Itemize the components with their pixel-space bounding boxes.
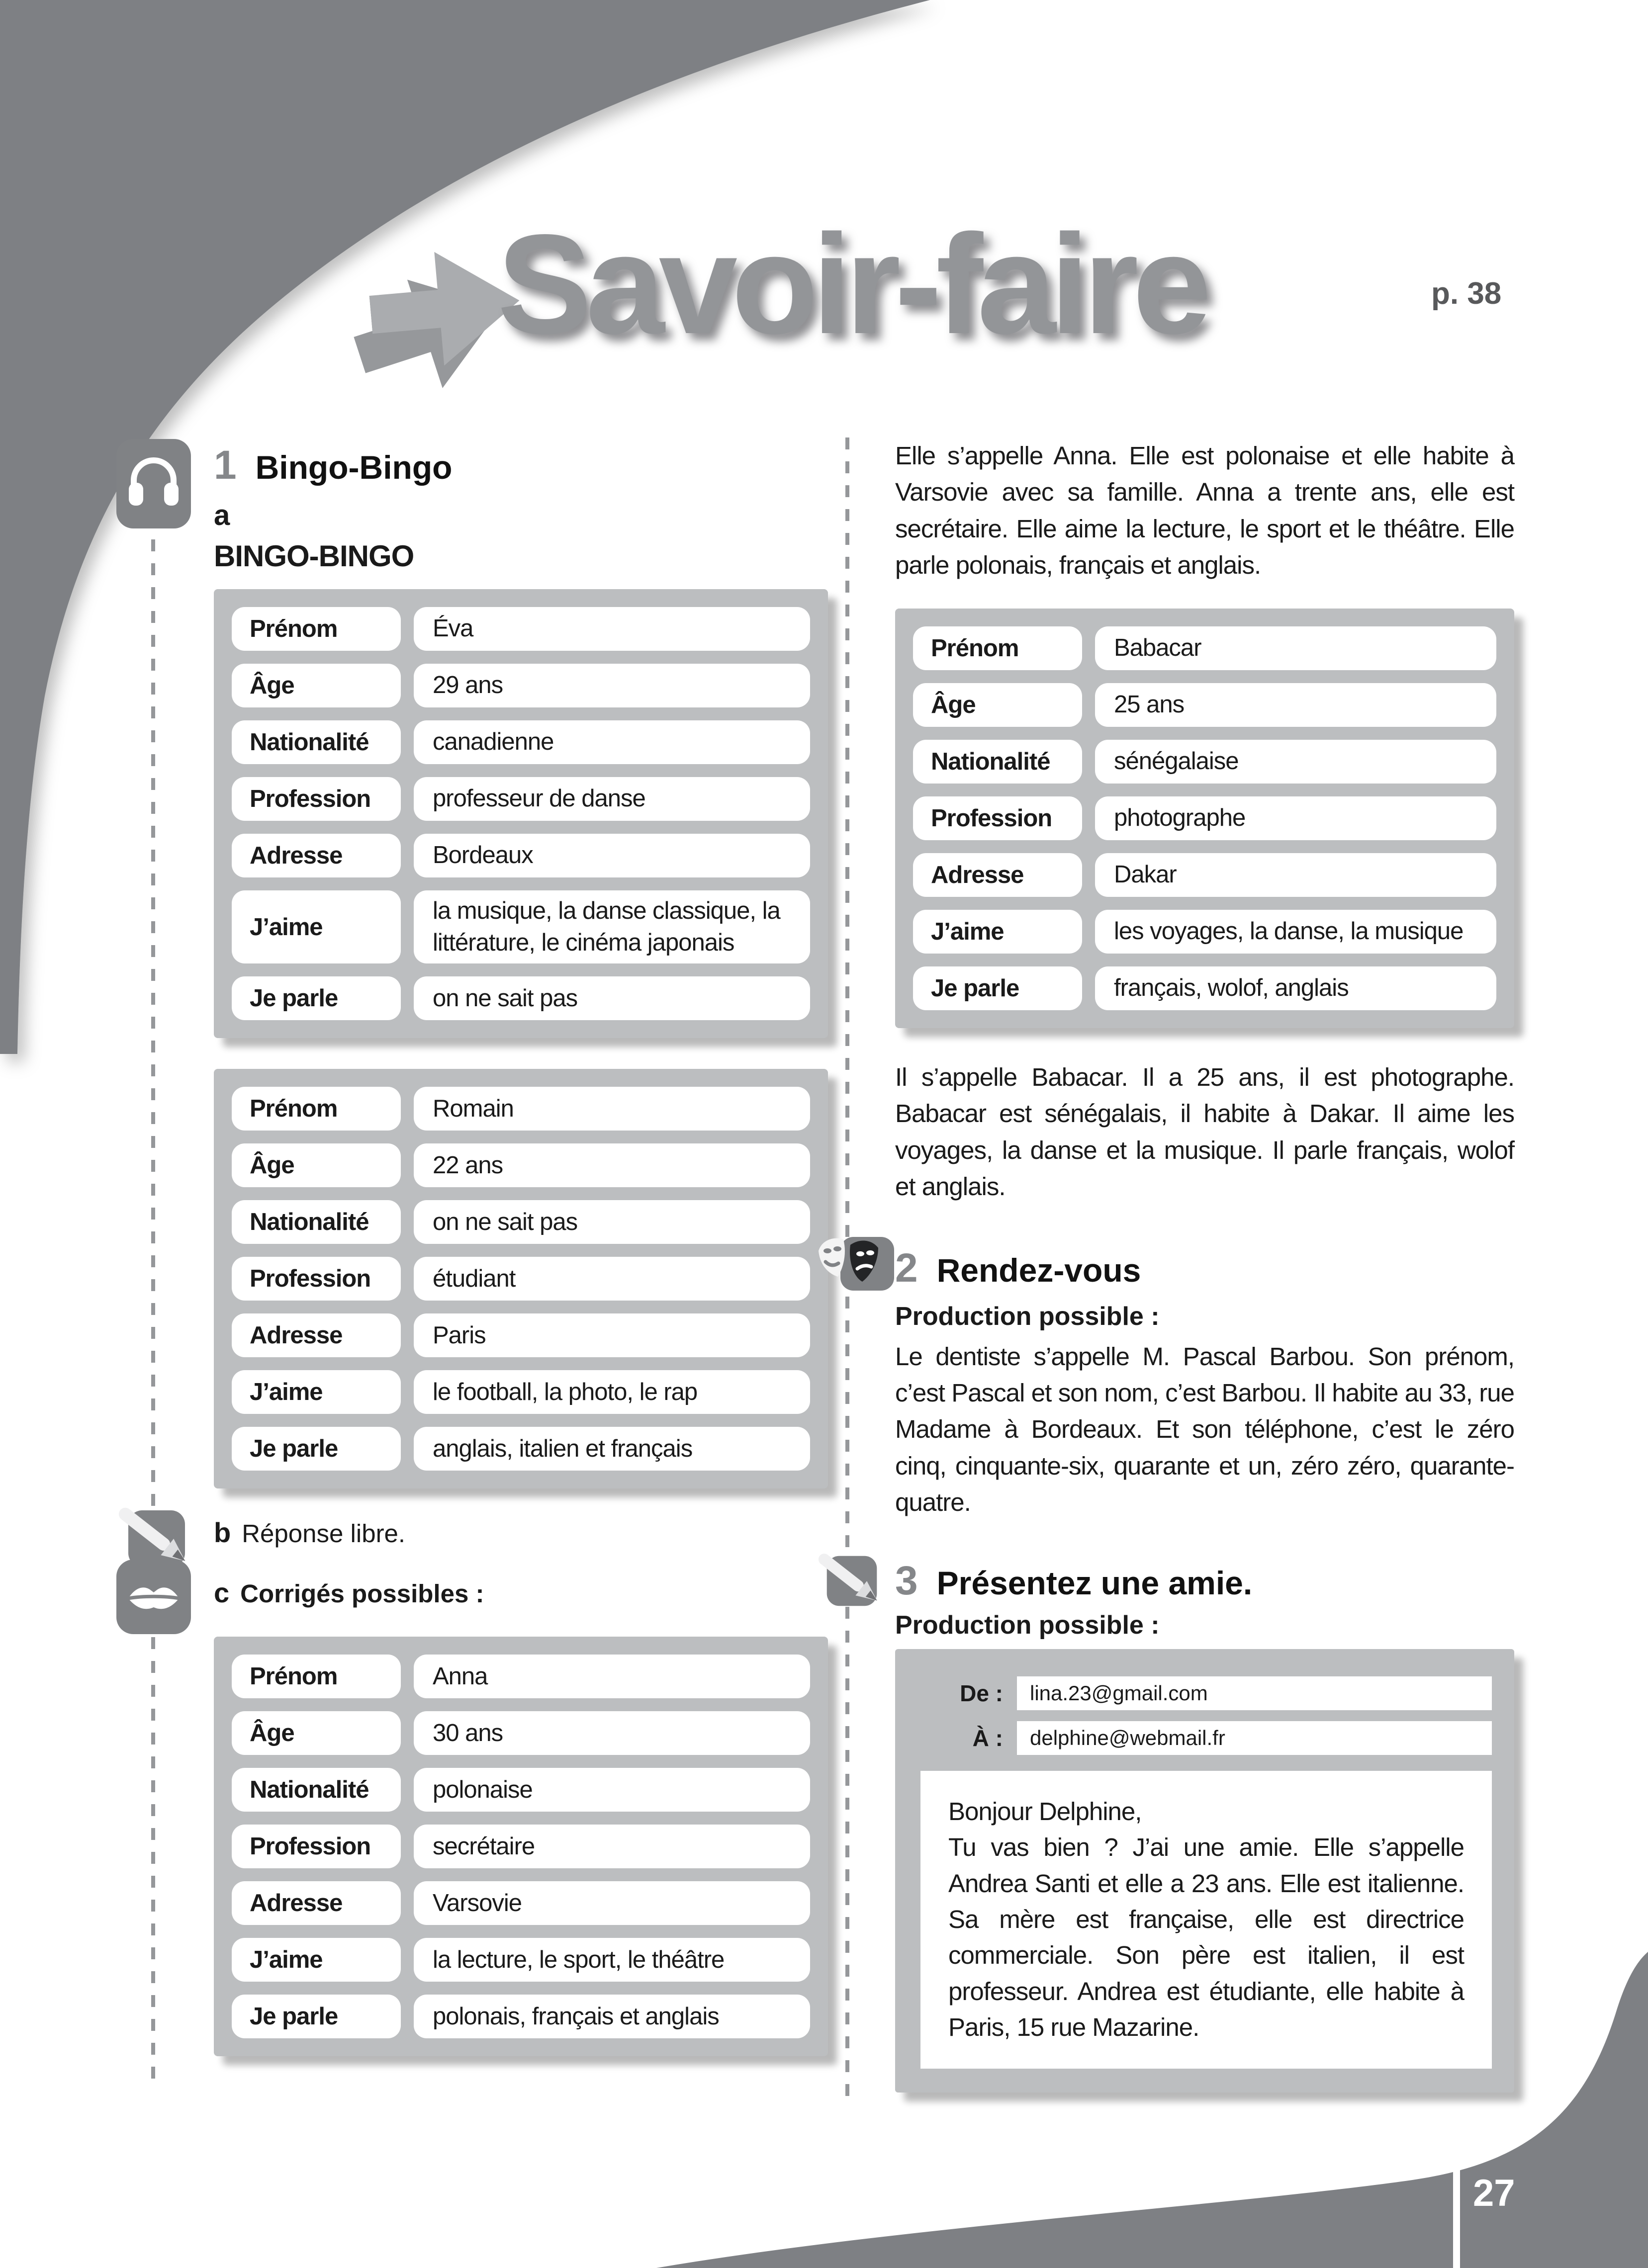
left-column	[214, 442, 828, 2087]
field-label: J’aime	[913, 910, 1082, 954]
table-row	[232, 1427, 810, 1471]
field-label: Nationalité	[913, 740, 1082, 784]
table-row	[913, 626, 1496, 670]
field-value: Anna	[414, 1655, 810, 1698]
field-label: Âge	[232, 664, 401, 707]
table-row	[232, 607, 810, 651]
answer-c-text: Corrigés possibles :	[240, 1579, 484, 1608]
email-message-box	[920, 1771, 1492, 2069]
table-row	[232, 1313, 810, 1357]
field-value: la lecture, le sport, le théâtre	[414, 1938, 810, 1982]
field-value: polonais, français et anglais	[414, 1995, 810, 2038]
field-label: Nationalité	[232, 1200, 401, 1244]
page-title: Savoir-faire	[497, 205, 1206, 363]
field-value: français, wolof, anglais	[1095, 966, 1496, 1010]
table-row	[913, 796, 1496, 840]
field-label: J’aime	[232, 1370, 401, 1414]
email-to-field: delphine@webmail.fr	[1017, 1721, 1492, 1755]
answer-c-line	[214, 1576, 828, 1609]
footer-divider-line	[1453, 2170, 1460, 2268]
table-row	[232, 1087, 810, 1131]
table-row	[232, 1995, 810, 2038]
email-from-row	[917, 1676, 1492, 1710]
field-label: Âge	[232, 1711, 401, 1755]
table-row	[913, 910, 1496, 954]
production-label: Production possible :	[895, 1302, 1160, 1331]
table-row	[232, 720, 810, 764]
field-value: la musique, la danse classique, la littérature, le cinéma japonais	[414, 890, 810, 963]
field-label: Nationalité	[232, 1768, 401, 1812]
table-row	[232, 1768, 810, 1812]
section-title: Rendez-vous	[936, 1251, 1141, 1289]
table-row	[232, 1881, 810, 1925]
arrow-shadow	[340, 248, 521, 414]
answer-b-text: Réponse libre.	[242, 1519, 406, 1548]
field-label: Âge	[232, 1143, 401, 1187]
section-number: 2	[895, 1245, 918, 1291]
field-value: Romain	[414, 1087, 810, 1131]
field-label: Profession	[232, 1825, 401, 1868]
field-value: étudiant	[414, 1257, 810, 1301]
section-number: 3	[895, 1558, 918, 1603]
field-label: Adresse	[913, 853, 1082, 897]
email-salutation: Bonjour Delphine,	[948, 1797, 1142, 1826]
field-value: polonaise	[414, 1768, 810, 1812]
page-header	[0, 0, 1648, 447]
field-value: secrétaire	[414, 1825, 810, 1868]
field-value: 30 ans	[414, 1711, 810, 1755]
table-row	[232, 1257, 810, 1301]
theater-masks-icon	[815, 1233, 899, 1305]
table-row	[232, 777, 810, 821]
field-label: Nationalité	[232, 720, 401, 764]
right-column	[895, 437, 1514, 2093]
headphones-icon	[116, 439, 191, 533]
field-value: anglais, italien et français	[414, 1427, 810, 1471]
field-label: Prénom	[232, 607, 401, 651]
field-label: Profession	[232, 1257, 401, 1301]
field-label: Adresse	[232, 1313, 401, 1357]
page-reference: p. 38	[1431, 276, 1502, 311]
section-title: Présentez une amie.	[936, 1564, 1253, 1601]
field-label: Profession	[232, 777, 401, 821]
table-row	[913, 740, 1496, 784]
bingo-card-romain	[214, 1069, 828, 1488]
field-value: Bordeaux	[414, 834, 810, 877]
page-number: 27	[1473, 2172, 1515, 2214]
table-row	[913, 853, 1496, 897]
email-to-row	[917, 1721, 1492, 1755]
field-label: Âge	[913, 683, 1082, 727]
field-value: le football, la photo, le rap	[414, 1370, 810, 1414]
field-value: professeur de danse	[414, 777, 810, 821]
field-value: les voyages, la danse, la musique	[1095, 910, 1496, 954]
table-row	[232, 664, 810, 707]
email-from-field: lina.23@gmail.com	[1017, 1676, 1492, 1710]
email-to-label: À :	[972, 1725, 1003, 1751]
field-label: Je parle	[913, 966, 1082, 1010]
bingo-card-babacar	[895, 609, 1514, 1028]
answer-b-label: b	[214, 1517, 231, 1549]
answer-b-line	[214, 1516, 828, 1549]
field-label: Adresse	[232, 834, 401, 877]
field-label: Je parle	[232, 1427, 401, 1471]
table-row	[913, 966, 1496, 1010]
pencil-icon	[815, 1544, 889, 1621]
field-label: Prénom	[913, 626, 1082, 670]
field-label: Prénom	[232, 1087, 401, 1131]
section-1-heading	[214, 442, 828, 488]
table-row	[913, 683, 1496, 727]
field-label: Profession	[913, 796, 1082, 840]
table-row	[232, 890, 810, 963]
anna-description: Elle s’appelle Anna. Elle est polonaise et elle habite à Varsovie avec sa famille. Anna a trente ans, elle est secrétaire. Elle aime la lecture, le sport et le théâtre. Elle parle polonais, français et anglais.	[895, 441, 1514, 580]
field-value: Dakar	[1095, 853, 1496, 897]
field-value: on ne sait pas	[414, 1200, 810, 1244]
table-row	[232, 1711, 810, 1755]
answer-c-label: c	[214, 1577, 230, 1609]
lips-icon	[116, 1560, 191, 1640]
field-value: 22 ans	[414, 1143, 810, 1187]
field-label: J’aime	[232, 1938, 401, 1982]
field-value: Paris	[414, 1313, 810, 1357]
field-label: Je parle	[232, 1995, 401, 2038]
field-label: Je parle	[232, 976, 401, 1020]
section-title: Bingo-Bingo	[255, 449, 453, 486]
table-row	[232, 1938, 810, 1982]
bingo-card-anna	[214, 1637, 828, 2056]
field-label: Prénom	[232, 1655, 401, 1698]
field-value: photographe	[1095, 796, 1496, 840]
email-panel	[895, 1649, 1514, 2093]
table-row	[232, 1370, 810, 1414]
field-value: 29 ans	[414, 664, 810, 707]
field-value: 25 ans	[1095, 683, 1496, 727]
production-label: Production possible :	[895, 1610, 1160, 1640]
field-label: J’aime	[232, 890, 401, 963]
section-3-heading	[895, 1558, 1514, 1603]
section-number: 1	[214, 442, 237, 488]
field-value: canadienne	[414, 720, 810, 764]
table-row	[232, 1655, 810, 1698]
exercise-subtitle: BINGO-BINGO	[214, 539, 414, 573]
field-value: Babacar	[1095, 626, 1496, 670]
exercise-letter-a: a	[214, 499, 230, 531]
left-dashed-line	[151, 539, 155, 2081]
table-row	[232, 1200, 810, 1244]
field-value: on ne sait pas	[414, 976, 810, 1020]
table-row	[232, 834, 810, 877]
email-from-label: De :	[960, 1680, 1003, 1706]
field-label: Adresse	[232, 1881, 401, 1925]
email-message-text: Tu vas bien ? J’ai une amie. Elle s’appelle Andrea Santi et elle a 23 ans. Elle est italienne. Sa mère est française, elle est directrice commerciale. Son père est italien, il est professeur. Andrea est étudiante, elle habite à Paris, 15 rue Mazarine.	[948, 1833, 1464, 2042]
table-row	[232, 1825, 810, 1868]
field-value: Éva	[414, 607, 810, 651]
field-value: sénégalaise	[1095, 740, 1496, 784]
table-row	[232, 976, 810, 1020]
section-2-heading	[895, 1245, 1514, 1291]
bingo-card-eva	[214, 589, 828, 1038]
dentist-description: Le dentiste s’appelle M. Pascal Barbou. Son prénom, c’est Pascal et son nom, c’est Barbou. Il habite au 33, rue Madame à Bordeaux. Et son téléphone, c’est le zéro cinq, cinquante-six, quarante et un, zéro zéro, quarante-quatre.	[895, 1342, 1514, 1517]
table-row	[232, 1143, 810, 1187]
field-value: Varsovie	[414, 1881, 810, 1925]
babacar-description: Il s’appelle Babacar. Il a 25 ans, il est photographe. Babacar est sénégalais, il habite à Dakar. Il aime les voyages, la danse et la musique. Il parle français, wolof et anglais.	[895, 1062, 1514, 1201]
